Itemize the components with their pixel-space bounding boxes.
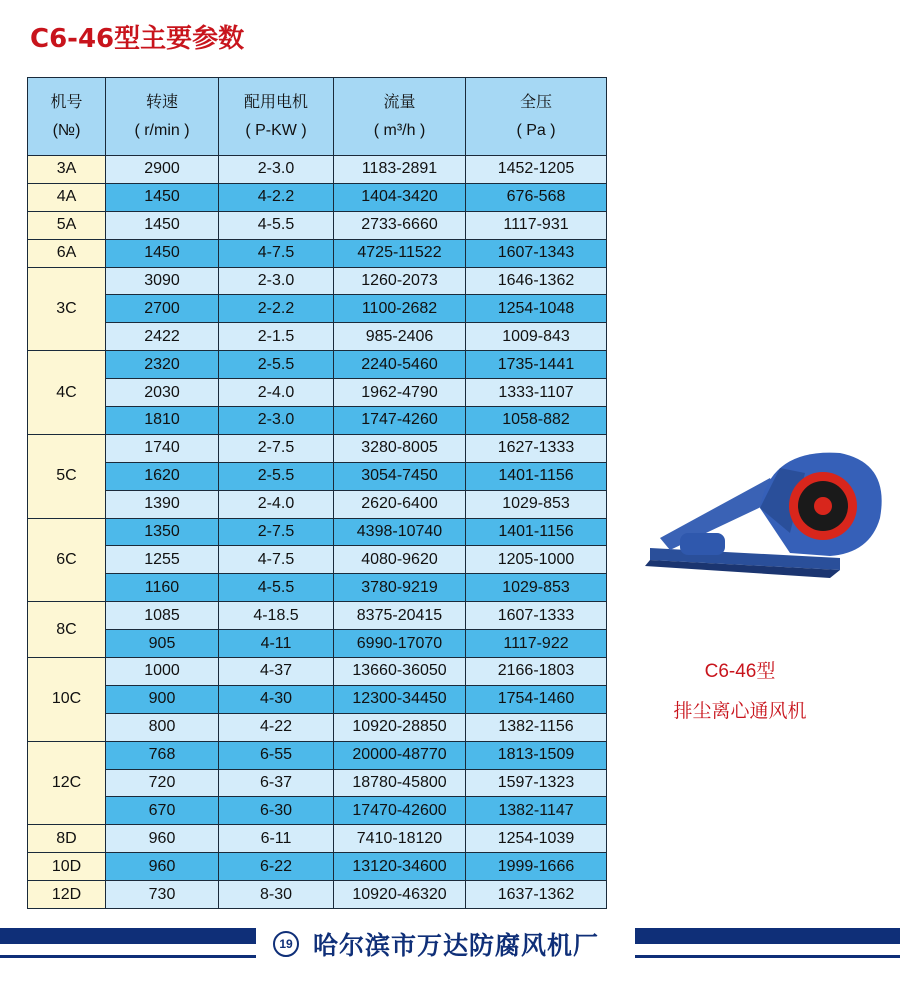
- motor-cell: 4-5.5: [219, 574, 334, 602]
- page-number: 19: [273, 931, 299, 957]
- pressure-cell: 1009-843: [466, 323, 607, 351]
- table-row: [28, 211, 607, 239]
- table-row: [28, 462, 607, 490]
- pressure-cell: 1637-1362: [466, 881, 607, 909]
- speed-cell: 2700: [106, 295, 219, 323]
- motor-cell: 4-18.5: [219, 602, 334, 630]
- table-row: [28, 741, 607, 769]
- table-row: [28, 407, 607, 435]
- motor-cell: 4-37: [219, 658, 334, 686]
- speed-cell: 1450: [106, 239, 219, 267]
- table-row: [28, 574, 607, 602]
- speed-cell: 960: [106, 825, 219, 853]
- speed-cell: 800: [106, 713, 219, 741]
- flow-cell: 2620-6400: [334, 490, 466, 518]
- flow-cell: 7410-18120: [334, 825, 466, 853]
- footer-band-right: [635, 928, 900, 944]
- speed-cell: 960: [106, 853, 219, 881]
- table-row: [28, 267, 607, 295]
- header-model: [28, 78, 106, 156]
- flow-cell: 8375-20415: [334, 602, 466, 630]
- pressure-cell: 1382-1156: [466, 713, 607, 741]
- flow-cell: 10920-28850: [334, 713, 466, 741]
- pressure-cell: 1607-1343: [466, 239, 607, 267]
- flow-cell: 10920-46320: [334, 881, 466, 909]
- flow-cell: 12300-34450: [334, 685, 466, 713]
- speed-cell: 670: [106, 797, 219, 825]
- flow-cell: 1100-2682: [334, 295, 466, 323]
- speed-cell: 1160: [106, 574, 219, 602]
- motor-cell: 4-2.2: [219, 183, 334, 211]
- speed-cell: 1450: [106, 183, 219, 211]
- table-row: [28, 546, 607, 574]
- motor-cell: 2-4.0: [219, 379, 334, 407]
- pressure-cell: 1627-1333: [466, 434, 607, 462]
- speed-cell: 900: [106, 685, 219, 713]
- model-cell: 8D: [28, 825, 106, 853]
- flow-cell: 4080-9620: [334, 546, 466, 574]
- table-row: [28, 156, 607, 184]
- table-row: [28, 685, 607, 713]
- footer: [263, 926, 599, 962]
- pressure-cell: 1735-1441: [466, 351, 607, 379]
- speed-cell: 3090: [106, 267, 219, 295]
- table-row: [28, 323, 607, 351]
- table-row: [28, 658, 607, 686]
- model-cell: 6C: [28, 518, 106, 602]
- speed-cell: 2422: [106, 323, 219, 351]
- speed-cell: 905: [106, 630, 219, 658]
- model-cell: 12D: [28, 881, 106, 909]
- pressure-cell: 1254-1039: [466, 825, 607, 853]
- pressure-cell: 676-568: [466, 183, 607, 211]
- motor-cell: 6-30: [219, 797, 334, 825]
- flow-cell: 2240-5460: [334, 351, 466, 379]
- pressure-cell: 1452-1205: [466, 156, 607, 184]
- pressure-cell: 1607-1333: [466, 602, 607, 630]
- pressure-cell: 1058-882: [466, 407, 607, 435]
- model-cell: 12C: [28, 741, 106, 825]
- table-row: [28, 630, 607, 658]
- motor-cell: 2-3.0: [219, 407, 334, 435]
- table-row: [28, 602, 607, 630]
- flow-cell: 1962-4790: [334, 379, 466, 407]
- motor-cell: 6-22: [219, 853, 334, 881]
- speed-cell: 1255: [106, 546, 219, 574]
- pressure-cell: 1382-1147: [466, 797, 607, 825]
- speed-cell: 720: [106, 769, 219, 797]
- motor-cell: 6-37: [219, 769, 334, 797]
- table-row: [28, 490, 607, 518]
- table-row: [28, 713, 607, 741]
- table-header-row: [28, 78, 607, 156]
- speed-cell: 2030: [106, 379, 219, 407]
- model-cell: 5C: [28, 434, 106, 518]
- table-row: [28, 797, 607, 825]
- pressure-cell: 1029-853: [466, 574, 607, 602]
- flow-cell: 2733-6660: [334, 211, 466, 239]
- motor-cell: 2-1.5: [219, 323, 334, 351]
- motor-cell: 2-5.5: [219, 462, 334, 490]
- flow-cell: 6990-17070: [334, 630, 466, 658]
- flow-cell: 3280-8005: [334, 434, 466, 462]
- header-label: 转速: [145, 93, 178, 111]
- motor-cell: 2-7.5: [219, 518, 334, 546]
- header-label: 全压: [519, 93, 552, 111]
- table-row: [28, 518, 607, 546]
- motor-cell: 2-5.5: [219, 351, 334, 379]
- motor-cell: 4-7.5: [219, 546, 334, 574]
- motor-cell: 4-30: [219, 685, 334, 713]
- table-row: [28, 379, 607, 407]
- pressure-cell: 1754-1460: [466, 685, 607, 713]
- speed-cell: 1740: [106, 434, 219, 462]
- motor-cell: 2-3.0: [219, 156, 334, 184]
- motor-cell: 4-22: [219, 713, 334, 741]
- header-unit: ( r/min ): [134, 121, 190, 139]
- header-unit: ( P-KW ): [245, 121, 307, 139]
- pressure-cell: 1401-1156: [466, 518, 607, 546]
- motor-cell: 8-30: [219, 881, 334, 909]
- table-row: [28, 769, 607, 797]
- table-row: [28, 351, 607, 379]
- pressure-cell: 1813-1509: [466, 741, 607, 769]
- model-cell: 6A: [28, 239, 106, 267]
- speed-cell: 1810: [106, 407, 219, 435]
- pressure-cell: 1117-931: [466, 211, 607, 239]
- header-pressure: [466, 78, 607, 156]
- pressure-cell: 1029-853: [466, 490, 607, 518]
- centrifugal-fan-image: [640, 438, 898, 598]
- flow-cell: 18780-45800: [334, 769, 466, 797]
- speed-cell: 1620: [106, 462, 219, 490]
- pressure-cell: 1117-922: [466, 630, 607, 658]
- table-row: [28, 853, 607, 881]
- company-name: 哈尔滨市万达防腐风机厂: [313, 931, 600, 960]
- flow-cell: 3780-9219: [334, 574, 466, 602]
- pressure-cell: 1333-1107: [466, 379, 607, 407]
- motor-cell: 2-2.2: [219, 295, 334, 323]
- model-cell: 8C: [28, 602, 106, 658]
- table-row: [28, 881, 607, 909]
- motor-cell: 4-7.5: [219, 239, 334, 267]
- speed-cell: 768: [106, 741, 219, 769]
- motor-cell: 6-55: [219, 741, 334, 769]
- parameters-table: [27, 77, 607, 909]
- table-row: [28, 183, 607, 211]
- pressure-cell: 1646-1362: [466, 267, 607, 295]
- table-row: [28, 295, 607, 323]
- flow-cell: 13120-34600: [334, 853, 466, 881]
- motor-cell: 2-7.5: [219, 434, 334, 462]
- motor-cell: 4-5.5: [219, 211, 334, 239]
- model-cell: 4C: [28, 351, 106, 435]
- pressure-cell: 1205-1000: [466, 546, 607, 574]
- page-title: C6-46型主要参数: [30, 24, 245, 54]
- table-row: [28, 825, 607, 853]
- footer-line-right: [635, 955, 900, 958]
- flow-cell: 13660-36050: [334, 658, 466, 686]
- model-cell: 5A: [28, 211, 106, 239]
- flow-cell: 985-2406: [334, 323, 466, 351]
- speed-cell: 1390: [106, 490, 219, 518]
- flow-cell: 1183-2891: [334, 156, 466, 184]
- speed-cell: 1350: [106, 518, 219, 546]
- header-label: 流量: [383, 93, 416, 111]
- motor-cell: 6-11: [219, 825, 334, 853]
- header-label: 配用电机: [243, 93, 308, 111]
- model-cell: 3A: [28, 156, 106, 184]
- speed-cell: 730: [106, 881, 219, 909]
- header-unit: ( Pa ): [516, 121, 556, 139]
- header-flow: [334, 78, 466, 156]
- flow-cell: 1260-2073: [334, 267, 466, 295]
- footer-band-left: [0, 928, 256, 944]
- footer-line-left: [0, 955, 256, 958]
- header-label: 机号: [50, 93, 83, 111]
- speed-cell: 2900: [106, 156, 219, 184]
- motor-cell: 4-11: [219, 630, 334, 658]
- pressure-cell: 1254-1048: [466, 295, 607, 323]
- model-cell: 4A: [28, 183, 106, 211]
- speed-cell: 1000: [106, 658, 219, 686]
- flow-cell: 1747-4260: [334, 407, 466, 435]
- speed-cell: 1450: [106, 211, 219, 239]
- header-unit: (№): [52, 121, 81, 139]
- table-row: [28, 239, 607, 267]
- pressure-cell: 1999-1666: [466, 853, 607, 881]
- model-cell: 3C: [28, 267, 106, 351]
- speed-cell: 2320: [106, 351, 219, 379]
- flow-cell: 4398-10740: [334, 518, 466, 546]
- table-body: [28, 156, 607, 909]
- table-row: [28, 434, 607, 462]
- speed-cell: 1085: [106, 602, 219, 630]
- header-unit: ( m³/h ): [373, 121, 426, 139]
- pressure-cell: 1597-1323: [466, 769, 607, 797]
- model-cell: 10D: [28, 853, 106, 881]
- header-speed: [106, 78, 219, 156]
- header-motor: [219, 78, 334, 156]
- flow-cell: 4725-11522: [334, 239, 466, 267]
- pressure-cell: 2166-1803: [466, 658, 607, 686]
- motor-cell: 2-4.0: [219, 490, 334, 518]
- flow-cell: 1404-3420: [334, 183, 466, 211]
- flow-cell: 3054-7450: [334, 462, 466, 490]
- product-model: C6-46型: [704, 661, 776, 682]
- pressure-cell: 1401-1156: [466, 462, 607, 490]
- flow-cell: 17470-42600: [334, 797, 466, 825]
- model-cell: 10C: [28, 658, 106, 742]
- flow-cell: 20000-48770: [334, 741, 466, 769]
- motor-cell: 2-3.0: [219, 267, 334, 295]
- product-name: 排尘离心通风机: [673, 701, 807, 722]
